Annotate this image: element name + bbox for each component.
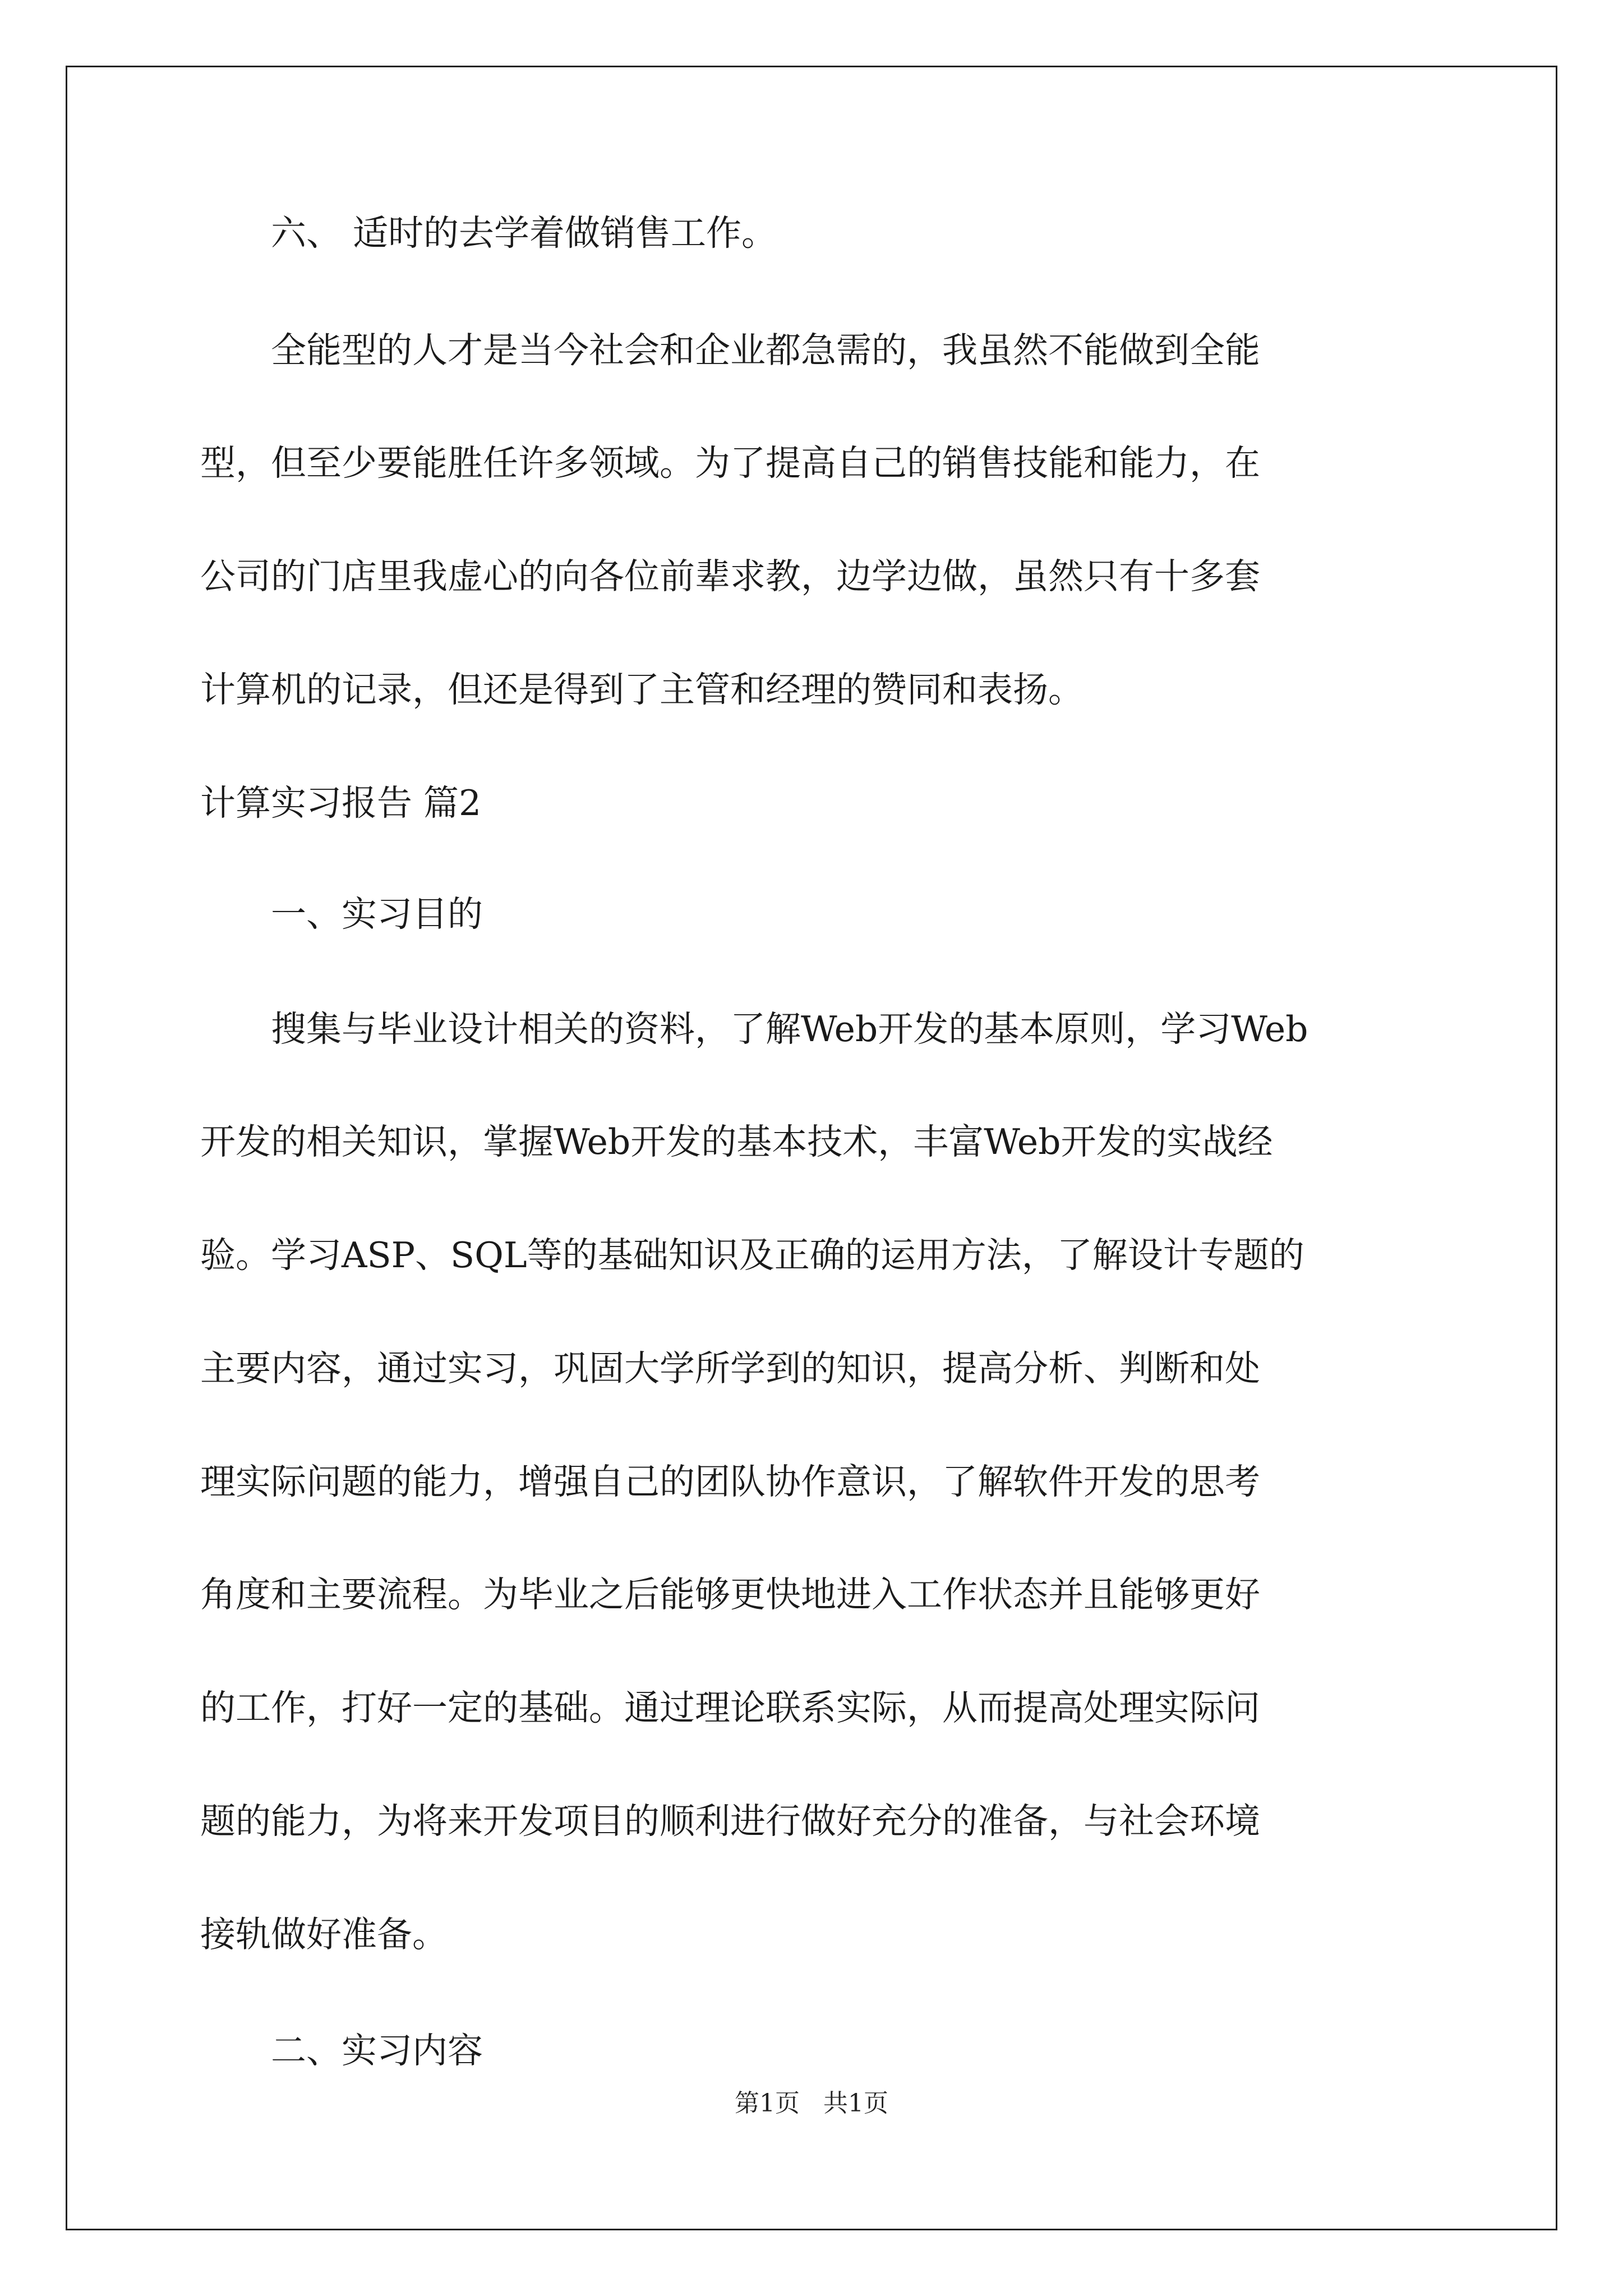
paragraph-line: 主要内容，通过实习，巩固大学所学到的知识，提高分析、判断和处 — [200, 1348, 1260, 1389]
paragraph-line: 型，但至少要能胜任许多领域。为了提高自己的销售技能和能力，在 — [200, 443, 1260, 484]
paragraph-line: 验。学习ASP、SQL等的基础知识及正确的运用方法，了解设计专题的 — [200, 1235, 1304, 1276]
paragraph-line: 接轨做好准备。 — [200, 1914, 448, 1955]
paragraph-line: 题的能力，为将来开发项目的顺利进行做好充分的准备，与社会环境 — [200, 1801, 1260, 1842]
section-heading-purpose: 一、实习目的 — [200, 894, 483, 935]
paragraph-heading-six: 六、 适时的去学着做销售工作。 — [200, 213, 777, 254]
section-heading-content: 二、实习内容 — [200, 2030, 483, 2071]
page-footer — [0, 2090, 1623, 2118]
paragraph-line: 角度和主要流程。为毕业之后能够更快地进入工作状态并且能够更好 — [200, 1574, 1260, 1615]
page-number-total: 共1页 — [823, 2089, 888, 2118]
paragraph-line: 的工作，打好一定的基础。通过理论联系实际，从而提高处理实际问 — [200, 1687, 1260, 1728]
paragraph-line: 理实际问题的能力，增强自己的团队协作意识，了解软件开发的思考 — [200, 1461, 1260, 1502]
paragraph-line: 全能型的人才是当今社会和企业都急需的，我虽然不能做到全能 — [200, 330, 1260, 371]
section-title: 计算实习报告 篇2 — [200, 783, 482, 823]
paragraph-line: 开发的相关知识，掌握Web开发的基本技术，丰富Web开发的实战经 — [200, 1121, 1273, 1162]
page-number-current: 第1页 — [735, 2089, 800, 2118]
paragraph-line: 公司的门店里我虚心的向各位前辈求教，边学边做，虽然只有十多套 — [200, 556, 1260, 597]
paragraph-line: 计算机的记录，但还是得到了主管和经理的赞同和表扬。 — [200, 669, 1083, 710]
paragraph-line: 搜集与毕业设计相关的资料，了解Web开发的基本原则，学习Web — [200, 1009, 1308, 1050]
